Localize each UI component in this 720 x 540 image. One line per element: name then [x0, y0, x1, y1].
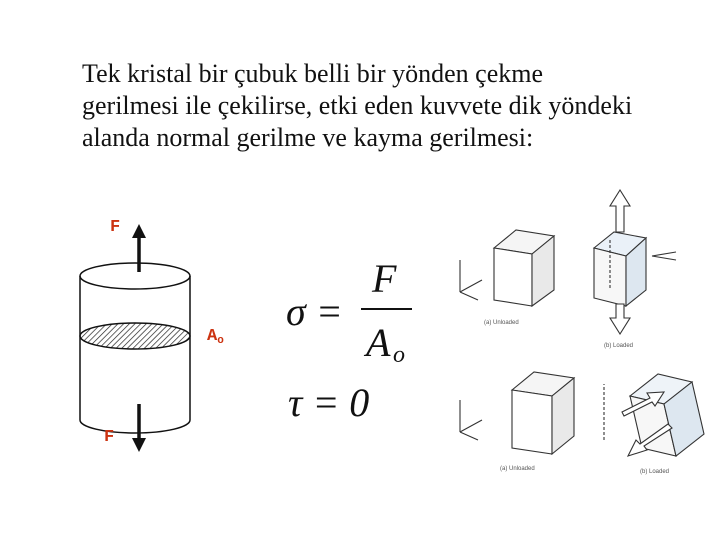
sigma-numerator: F — [372, 256, 397, 301]
top-force-arrowhead — [132, 224, 146, 238]
bottom-force-arrowhead — [132, 438, 146, 452]
area-label-subscript: o — [217, 335, 224, 347]
caption-b-top: (b) Loaded — [604, 343, 634, 349]
unloaded-cube-top — [494, 230, 554, 306]
caption-a-top: (a) Unloaded — [484, 320, 519, 326]
cylinder-bottom-arc — [80, 420, 190, 433]
unloaded-cube-bottom — [512, 372, 574, 454]
bottom-force-label: F — [104, 428, 115, 447]
area-label-letter: A — [207, 327, 218, 346]
area-label — [207, 327, 224, 347]
caption-a-bottom: (a) Unloaded — [500, 466, 535, 472]
sigma-denominator: A — [366, 320, 391, 365]
axes-top-left — [460, 260, 482, 300]
loaded-cube-top — [594, 232, 646, 306]
sigma-lhs: σ = — [286, 289, 343, 334]
axes-top-right — [652, 252, 676, 260]
caption-b-bottom: (b) Loaded — [640, 469, 670, 475]
paragraph-line-2: gerilmesi ile çekilirse, etki eden kuvvete dik yöndeki — [82, 91, 633, 120]
axes-bottom-left — [460, 400, 482, 440]
tau-equation: τ = 0 — [288, 380, 370, 425]
sigma-denominator-sub: o — [393, 342, 405, 368]
top-force-label: F — [110, 218, 121, 237]
paragraph-line-1: Tek kristal bir çubuk belli bir yönden çekme — [82, 59, 543, 88]
paragraph-line-3: alanda normal gerilme ve kayma gerilmesi: — [82, 123, 534, 152]
cylinder-top-ellipse — [80, 263, 190, 289]
sigma-equation — [286, 256, 412, 368]
cross-section-area — [80, 323, 190, 349]
cylinder-diagram — [80, 224, 190, 452]
